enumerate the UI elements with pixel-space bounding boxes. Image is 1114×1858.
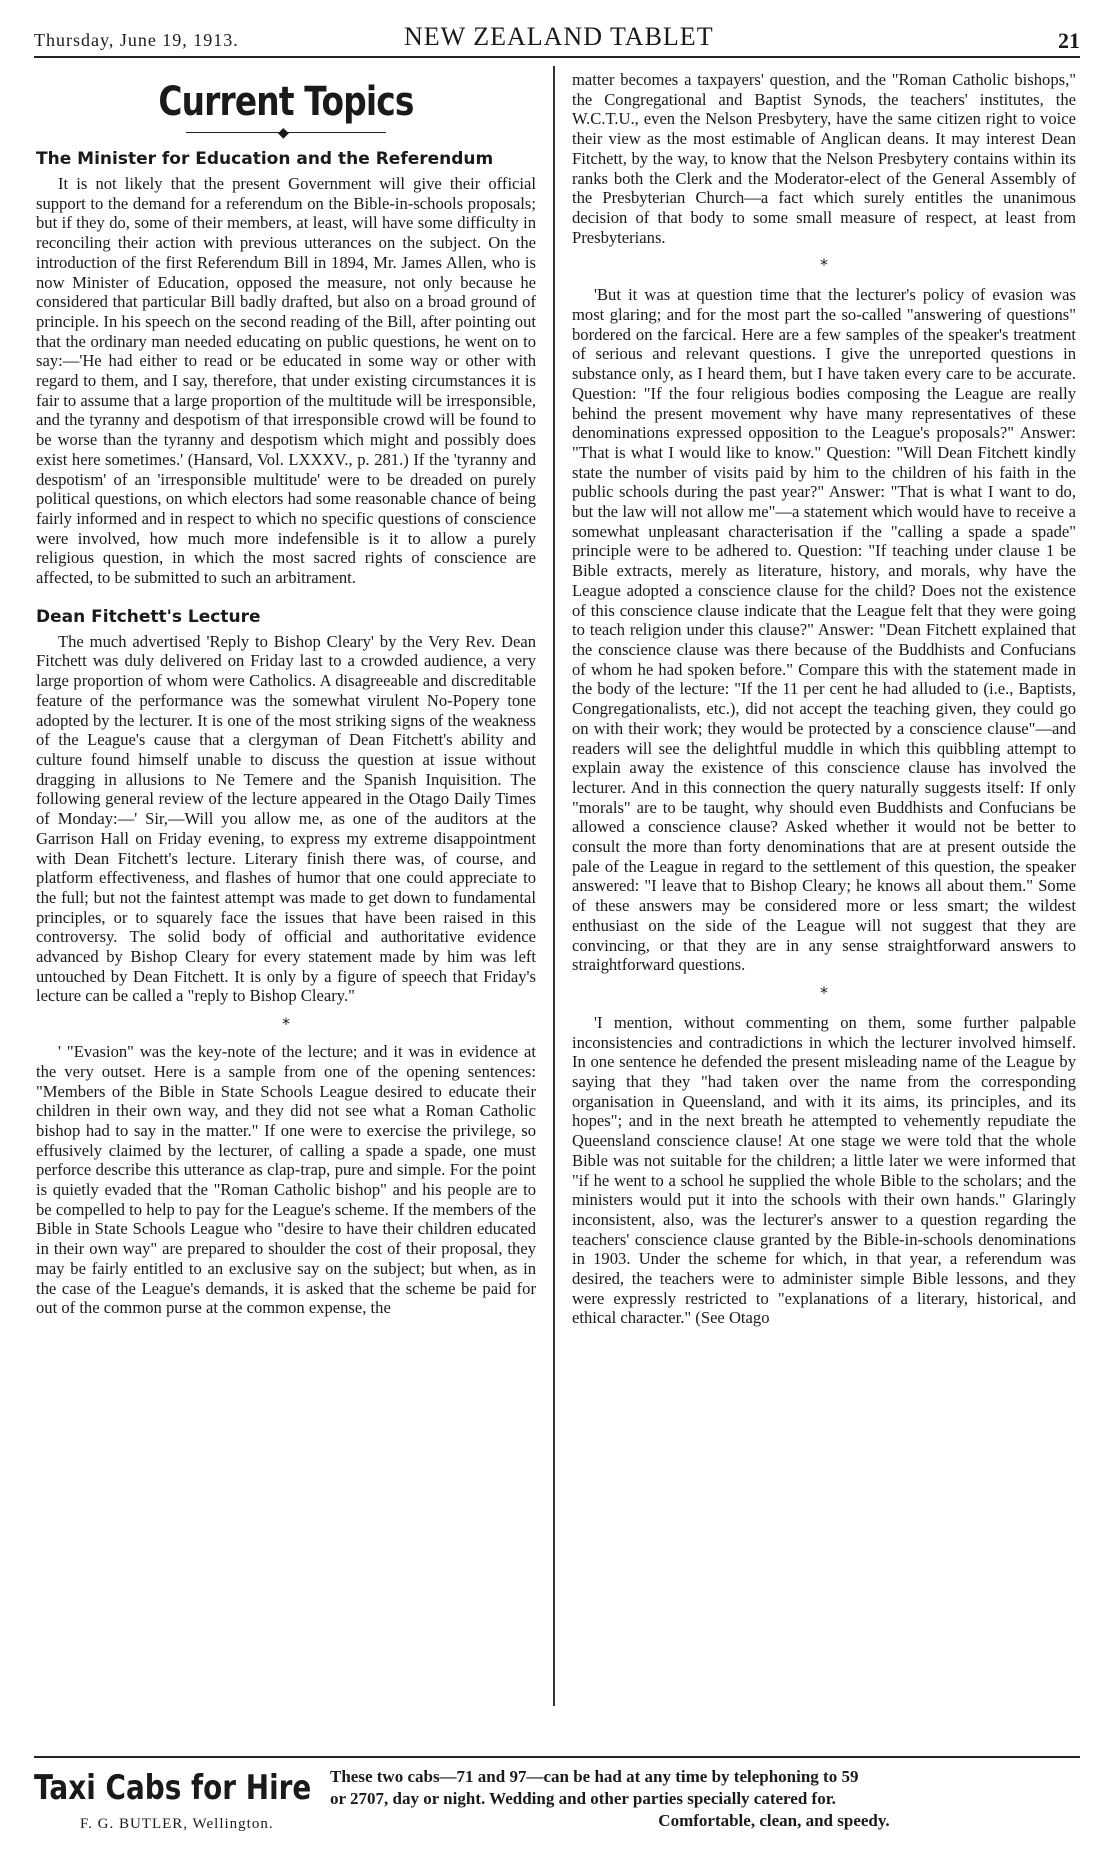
asterisk-separator: * bbox=[282, 1014, 290, 1034]
asterisk-separator: * bbox=[820, 982, 828, 1002]
section-title: Current Topics bbox=[158, 79, 414, 125]
asterisk-separator: * bbox=[820, 255, 828, 275]
paragraph-questions: 'But it was at question time that the lecturer's policy of evasion was most glaring; and for the most part the so-called "answering of questions" bordered on the farcical. Here are a few samples of the speaker's treatment of serious and relevant questions. I give the unreported questions in substance only, as I heard them, but I have taken every care to be accurate. Question: "If the four religious bodies composing the League are really behind the present movement why have many representatives of these denominations expressed opposition to the League's proposals?" Answer: "That is what I would like to know." Question: "Will Dean Fitchett kindly state the number of visits paid by him to the children of his faith in the public schools during the past year?" Answer: "That is what I want to do, but the law will not allow me"—a statement which would have to receive a somewhat unpleasant characterisation if the "calling a spade a spade" principle were to be adhered to. Question: "If teaching under clause 1 be Bible extracts, merely as literature, history, and morals, why have the League adopted a conscience clause for the child? Does not the existence of this conscience clause indicate that the League felt that they were going to teach religion under this clause?" Answer: "Dean Fitchett explained that the conscience clause was there because of the Buddhists and Confucians of whom he had spoken before." Compare this with the statement made in the body of the lecture: "If the 11 per cent he had alluded to (i.e., Baptists, Congregationalists, etc.), did not accept the teaching given, they could go on with their work; they would be protected by a conscience clause"—and readers will see the delightful muddle in which this quibbling attempt to explain away the existence of this conscience clause has involved the lecturer. And in this connection the query naturally suggests itself: If only "morals" are to be taught, why should even Buddhists and Confucians be allowed a conscience clause? Asked whether it would not be better to consult the more than forty denominations that are at present outside the pale of the League in regard to the settlement of this question, the speaker answered: "I leave that to Bishop Cleary; he knows all about them." Some of these answers may be considered more or less smart; the wildest enthusiast on the side of the League will not suggest that they are convincing, or that they are in any sense straightforward answers to straightforward questions. bbox=[572, 285, 1076, 975]
paragraph-evasion: ' "Evasion" was the key-note of the lecture; and it was in evidence at the very outset. Here is a sample from one of the opening sentences: "Members of the Bible in State Schools League desired to educate their children in their own way, and they did not see what a Roman Catholic bishop had to say in the matter." If one were to exercise the privilege, so effusively claimed by the lecturer, of calling a spade a spade, one must perforce describe this utterance as clap-trap, pure and simple. For the point is quietly evaded that the "Roman Catholic bishop" and his people are to be compelled to help to pay for the League's scheme. If the members of the Bible in State Schools League who "desire to have their children educated in their own way" are prepared to shoulder the cost of their proposal, they may be fairly entitled to an exclusive say on the subject; but when, as in the case of the League's demands, it is asked that the scheme be paid for out of the common purse at the common expense, the bbox=[36, 1042, 536, 1318]
heading-lecture: Dean Fitchett's Lecture bbox=[36, 606, 261, 627]
ad-line: or 2707, day or night. Wedding and other parties specially catered for. bbox=[330, 1789, 836, 1808]
column-divider bbox=[553, 66, 555, 1706]
ad-owner: F. G. BUTLER, Wellington. bbox=[80, 1816, 274, 1832]
diamond-icon: ◆ bbox=[278, 125, 289, 141]
right-column bbox=[572, 70, 1076, 1724]
page-number: 21 bbox=[1058, 28, 1080, 53]
ad-title: Taxi Cabs for Hire bbox=[34, 1768, 312, 1808]
page-header bbox=[34, 22, 1080, 58]
paragraph-lecture: The much advertised 'Reply to Bishop Cleary' by the Very Rev. Dean Fitchett was duly delivered on Friday last to a crowded audience, a very large proportion of whom were Catholics. A disagreeable and discreditable feature of the performance was the somewhat virulent No-Popery tone adopted by the lecturer. It is one of the most striking signs of the weakness of the League's cause that a clergyman of Dean Fitchett's ability and culture found himself unable to discuss the question at issue without dragging in allusions to Ne Temere and the Spanish Inquisition. The following general review of the lecture appeared in the Otago Daily Times of Monday:—' Sir,—Will you allow me, as one of the auditors at the Garrison Hall on Friday evening, to express my extreme disappointment with Dean Fitchett's lecture. Literary finish there was, of course, and platform effectiveness, and flashes of humor that one could appreciate to the full; but not the faintest attempt was made to get down to fundamental principles, or to squarely face the issues that have been raised in this controversy. The solid body of official and authoritative evidence advanced by Bishop Cleary for every statement made by him was left untouched by Dean Fitchett. It is only by a figure of speech that Friday's lecture can be called a "reply to Bishop Cleary." bbox=[36, 631, 536, 1006]
title-divider bbox=[186, 126, 386, 140]
left-column bbox=[36, 66, 536, 1720]
paragraph-referendum: It is not likely that the present Government will give their official support to the demand for a referendum on the Bible-in-schools proposals; but if they do, some of their members, at least, will have some difficulty in reconciling their action with previous utterances on the subject. On the introduction of the first Referendum Bill in 1894, Mr. James Allen, who is now Minister of Education, opposed the measure, not only because he considered that particular Bill badly drafted, but also on a broad ground of principle. In his speech on the second reading of the Bill, after pointing out that the ordinary man needed educating on public questions, he went on to say:—'He had either to read or be educated in some way or other with regard to them, and I say, therefore, that under existing circumstances it is fair to assume that a large proportion of the multitude will be irresponsible, and the tyranny and despotism of that irresponsible crowd will be found to be worse than the tyranny and despotism which might and possibly does exist here sometimes.' (Hansard, Vol. LXXXV., p. 281.) If the 'tyranny and despotism' of an 'irresponsible multitude' were to be dreaded on purely political questions, on which electors had some reasonable chance of being fairly informed and in respect to which no specific questions of conscience were involved, how much more indefensible is it to allow a purely religious question, in which the most sacred rights of conscience are affected, to be submitted to such an arbitrament. bbox=[36, 174, 536, 588]
paragraph-taxpayers: matter becomes a taxpayers' question, and the "Roman Catholic bishops," the Congregational and Baptist Synods, the teachers' institutes, the W.C.T.U., even the Nelson Presbytery, have the same citizen right to voice their view as the most estimable of Anglican deans. It may interest Dean Fitchett, by the way, to know that the Nelson Presbytery contains within its ranks both the Clerk and the Moderator-elect of the General Assembly of the Presbyterian Church—a fact which surely entitles the unanimous decision of that body to some small measure of respect, at least from Presbyterians. bbox=[572, 70, 1076, 247]
ad-copy bbox=[330, 1766, 1078, 1832]
issue-date: Thursday, June 19, 1913. bbox=[34, 30, 239, 50]
taxi-advertisement bbox=[34, 1756, 1080, 1838]
heading-referendum: The Minister for Education and the Referendum bbox=[36, 149, 494, 169]
masthead: NEW ZEALAND TABLET bbox=[404, 22, 714, 51]
ad-line: These two cabs—71 and 97—can be had at any time by telephoning to 59 bbox=[330, 1767, 859, 1786]
ad-line: Comfortable, clean, and speedy. bbox=[658, 1811, 890, 1830]
paragraph-inconsistencies: 'I mention, without commenting on them, some further palpable inconsistencies and contradictions in which the lecturer involved himself. In one sentence he defended the present misleading name of the League by saying that they "had taken over the name from the corresponding organisation in Queensland, and with it its aims, its principles, and its hopes"; and in the next breath he attempted to vehemently repudiate the Queensland conscience clause! At one stage we were told that the whole Bible was not suitable for the children; a little later we were informed that "if he went to a school he supplied the whole Bible to the scholars; and the ministers would put it into the schools with their own hands." Glaringly inconsistent, also, was the lecturer's answer to a question regarding the teachers' conscience clause granted by the Bible-in-schools denominations in 1903. Under the scheme for which, in that year, a referendum was desired, the teachers were to administer simple Bible lessons, and they were expressly restricted to "explanations of a literary, historical, and ethical character." (See Otago bbox=[572, 1012, 1076, 1328]
